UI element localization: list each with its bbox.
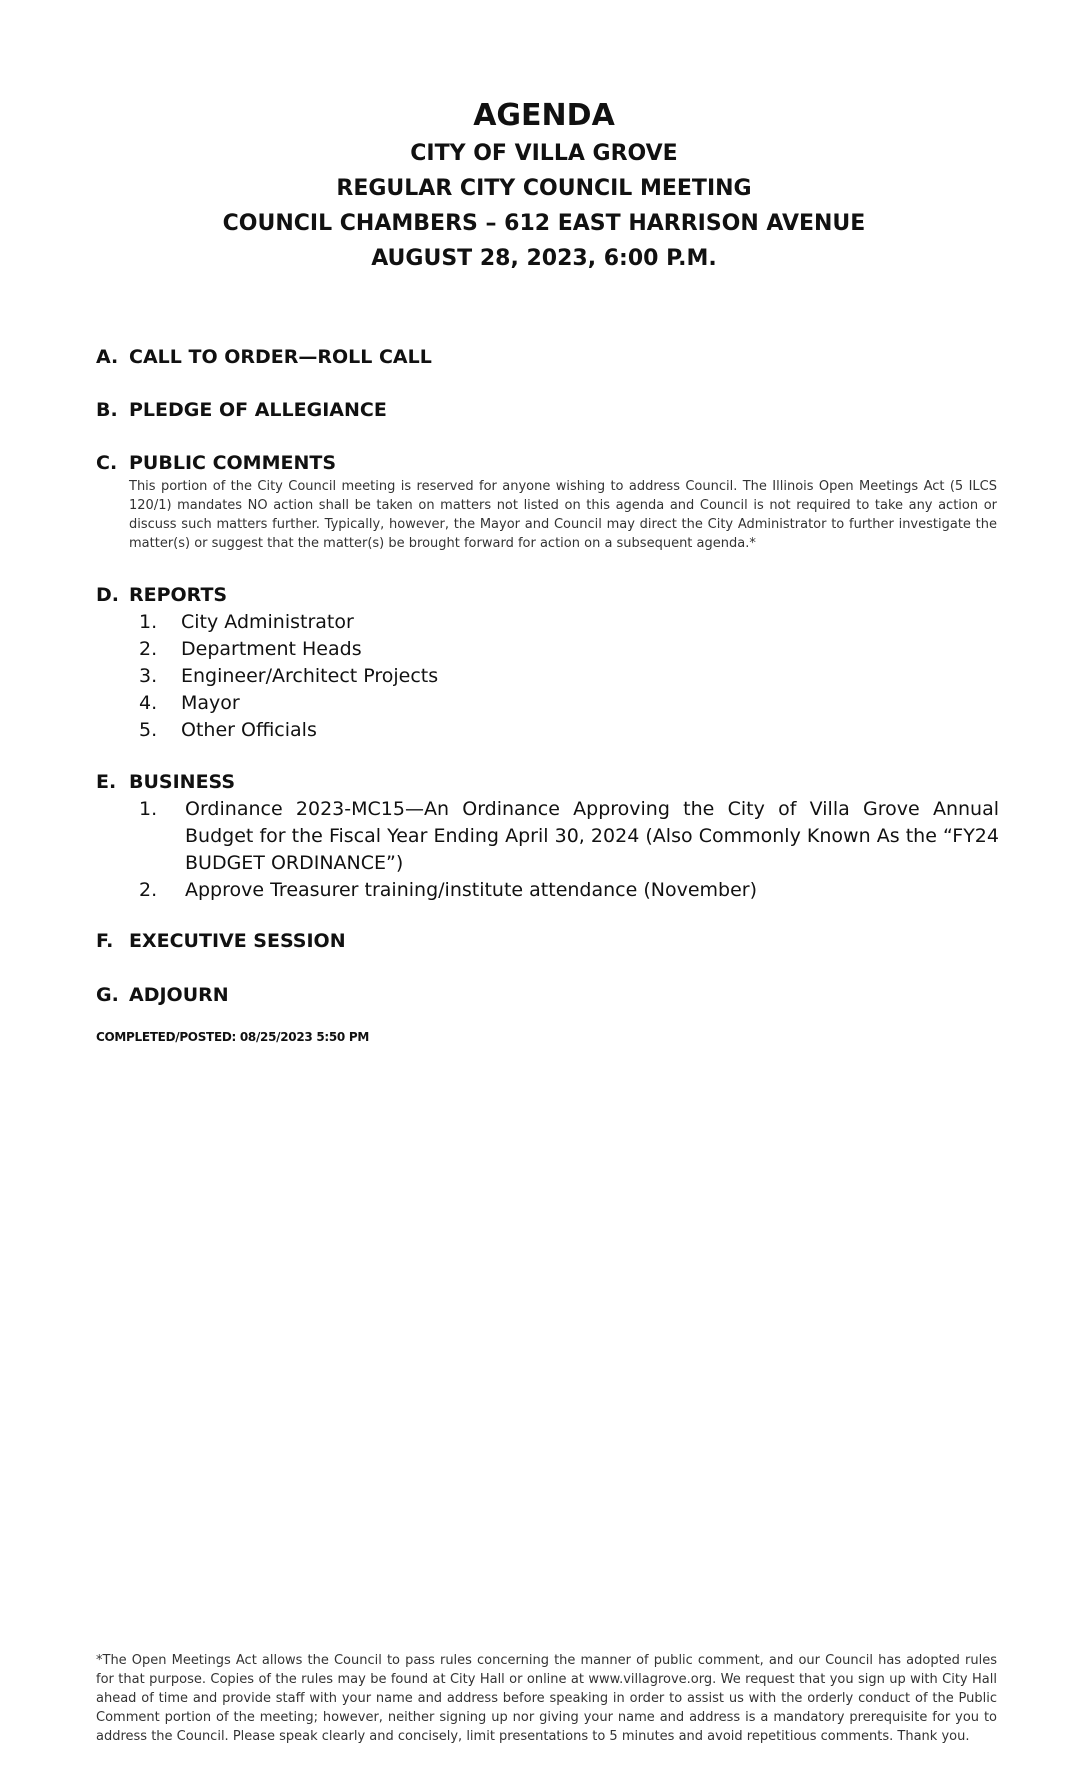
business-list xyxy=(96,796,999,904)
section-letter: G. xyxy=(96,984,119,1006)
list-item: 1. Ordinance 2023-MC15—An Ordinance Approving the City of Villa Grove Annual Budget for the Fiscal Year Ending April 30, 2024 (Also Commonly Known As the “FY24 BUDGET ORDINANCE”) xyxy=(139,798,999,874)
section-letter: A. xyxy=(96,346,119,368)
section-letter: E. xyxy=(96,771,117,793)
agenda-header xyxy=(0,96,1088,276)
meeting-date-time: AUGUST 28, 2023, 6:00 P.M. xyxy=(371,246,717,271)
agenda-title: AGENDA xyxy=(473,98,615,133)
section-adjourn xyxy=(96,981,996,1009)
section-title: PUBLIC COMMENTS xyxy=(129,452,337,474)
list-item: 2. Approve Treasurer training/institute attendance (November) xyxy=(139,879,758,901)
list-item: 2. Department Heads xyxy=(139,638,362,660)
section-letter: B. xyxy=(96,399,118,421)
section-pledge xyxy=(96,396,996,424)
posted-timestamp: COMPLETED/POSTED: 08/25/2023 5:50 PM xyxy=(96,1030,369,1044)
section-title: CALL TO ORDER—ROLL CALL xyxy=(129,346,432,368)
meeting-type: REGULAR CITY COUNCIL MEETING xyxy=(336,176,752,201)
list-item: 4. Mayor xyxy=(139,692,240,714)
section-title: REPORTS xyxy=(129,584,228,606)
section-title: EXECUTIVE SESSION xyxy=(129,930,346,952)
list-item: 3. Engineer/Architect Projects xyxy=(139,665,439,687)
section-call-to-order xyxy=(96,343,996,371)
section-letter: D. xyxy=(96,584,119,606)
section-letter: F. xyxy=(96,930,114,952)
section-reports xyxy=(96,581,996,744)
reports-list xyxy=(96,609,996,744)
list-item: 5. Other Officials xyxy=(139,719,317,741)
footer-note: *The Open Meetings Act allows the Council to pass rules concerning the manner of public comment, and our Council has adopted rules for that purpose. Copies of the rules may be found at City Hall or online at www.villagrove.org. We request that you sign up with City Hall ahead of time and provide staff with your name and address before speaking in order to assist us with the orderly conduct of the Public Comment portion of the meeting; however, neither signing up nor giving your name and address is a mandatory prerequisite for you to address the Council. Please speak clearly and concisely, limit presentations to 5 minutes and avoid repetitious comments. Thank you. xyxy=(96,1653,997,1744)
section-business xyxy=(96,768,999,904)
section-public-comments xyxy=(96,449,996,553)
list-item: 1. City Administrator xyxy=(139,611,354,633)
city-name: CITY OF VILLA GROVE xyxy=(410,141,678,166)
section-title: ADJOURN xyxy=(129,984,229,1006)
section-title: PLEDGE OF ALLEGIANCE xyxy=(129,399,387,421)
section-executive-session xyxy=(96,927,996,955)
section-title: BUSINESS xyxy=(129,771,236,793)
section-letter: C. xyxy=(96,452,118,474)
meeting-location: COUNCIL CHAMBERS – 612 EAST HARRISON AVENUE xyxy=(222,211,866,236)
public-comments-text: This portion of the City Council meeting is reserved for anyone wishing to address Council. The Illinois Open Meetings Act (5 ILCS 120/1) mandates NO action shall be taken on matters not listed on this agenda and Council is not required to take any action or discuss such matters further. Typically, however, the Mayor and Council may direct the City Administrator to further investigate the matter(s) or suggest that the matter(s) be brought forward for action on a subsequent agenda.* xyxy=(129,479,997,551)
